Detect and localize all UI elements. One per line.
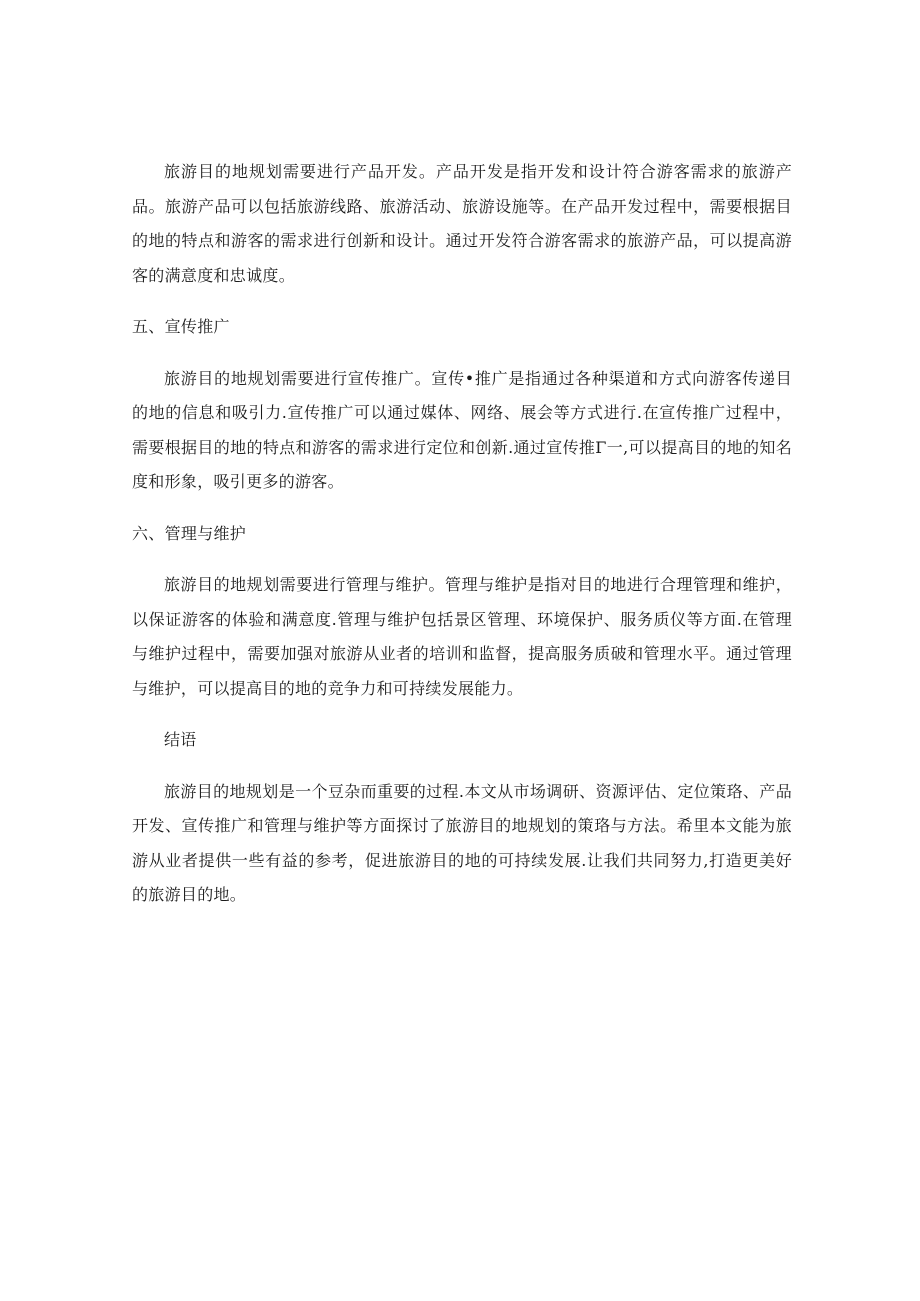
paragraph-conclusion: 旅游目的地规划是一个豆杂而重要的过程.本文从市场调研、资源评估、定位策珞、产品开发、宣传推广和管理与维护等方面探讨了旅游目的地规划的策珞与方法。希里本文能为旅游从业者提供一些有益的参考，促进旅游目的地的可持续发展.让我们共同努力,打造更美好的旅游目的地。 [132, 781, 792, 904]
heading-conclusion: 结语 [164, 730, 197, 749]
spacer [132, 551, 792, 568]
paragraph-management: 旅游目的地规划需要进行管理与维护。管理与维护是指对目的地进行合理管理和维护，以保证游客的体验和满意度.管理与维护包括景区管理、环境保护、服务质仪等方面.在管理与维护过程中，需要加强对旅游从业者的培训和监督，提高服务质破和管理水平。通过管理与维护，可以提高目的地的竞争力和可持续发展能力。 [132, 575, 792, 698]
heading-management: 六、管理与维护 [132, 523, 247, 543]
document-page [132, 155, 792, 913]
heading-promotion: 五、宣传推广 [132, 317, 230, 336]
spacer [132, 706, 792, 723]
paragraph-product-development: 旅游目的地规划需要进行产品开发。产品开发是指开发和设计符合游客需求的旅游产品。旅游产品可以包括旅游线路、旅游活动、旅游设施等。在产品开发过程中，需要根据目的地的特点和游客的需求进行创新和设计。通过开发符合游客需求的旅游产品，可以提高游客的满意度和忠诚度。 [132, 162, 792, 285]
spacer [132, 500, 792, 517]
spacer [132, 758, 792, 775]
spacer [132, 293, 792, 310]
spacer [132, 345, 792, 362]
paragraph-promotion: 旅游目的地规划需要进行宣传推广。宣传•推广是指通过各种渠道和方式向游客传递目的地的信息和吸引力.宣传推广可以通过媒体、网络、展会等方式进行.在宣传推广过程中，需要根据目的地的特点和游客的需求进行定位和创新.通过宣传推Γ一,可以提高目的地的知名度和形象，吸引更多的游客。 [132, 368, 792, 491]
